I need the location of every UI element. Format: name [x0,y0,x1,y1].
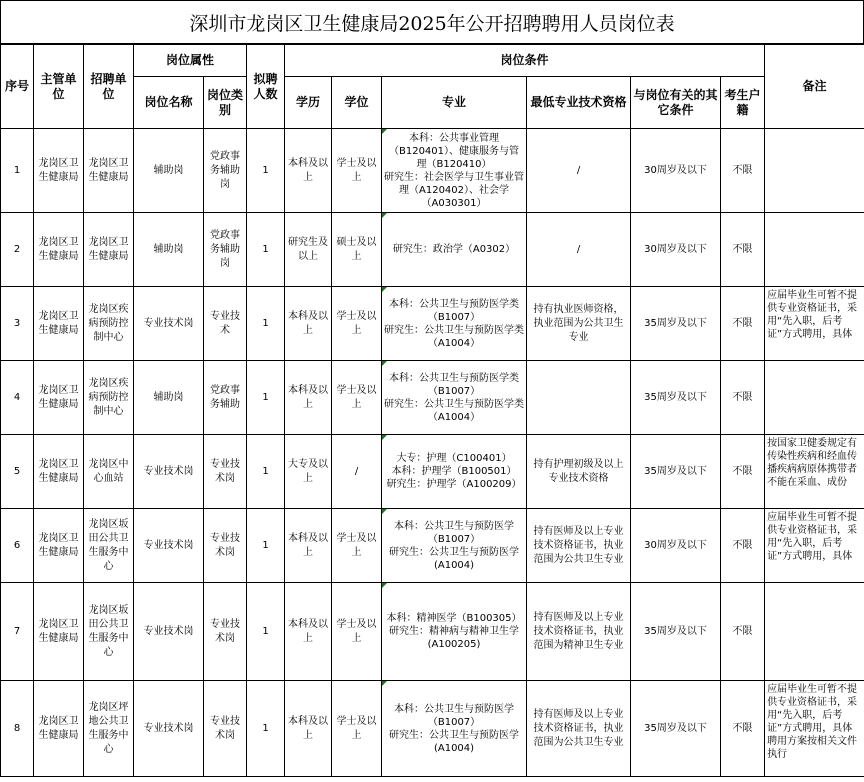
table-row [1,435,864,509]
cell-note [765,129,864,213]
cell-post-type: 专业技术岗 [204,681,247,777]
header-post-name: 岗位名称 [134,77,204,129]
cell-seq: 7 [1,583,34,681]
cell-note: 应届毕业生可暂不提供专业资格证书，采用“先入职，后考证”方式聘用，具体 [765,287,864,361]
job-table [0,44,864,777]
cell-other: 30周岁及以下 [631,129,721,213]
cell-unit: 龙岗区疾病预防控制中心 [84,361,134,435]
header-other: 与岗位有关的其它条件 [631,77,721,129]
cell-edu: 本科及以上 [285,361,332,435]
cell-seq: 2 [1,213,34,287]
cell-seq: 6 [1,509,34,583]
cell-count: 1 [247,129,285,213]
cell-unit: 龙岗区坪地公共卫生服务中心 [84,681,134,777]
cell-seq: 1 [1,129,34,213]
cell-edu: 本科及以上 [285,129,332,213]
cell-dept: 龙岗区卫生健康局 [34,213,84,287]
cell-major: 大专：护理（C100401） 本科：护理学（B100501） 研究生：护理学（A100209） [382,435,527,509]
header-qual: 最低专业技术资格 [527,77,631,129]
cell-qual [527,361,631,435]
cell-other: 35周岁及以下 [631,361,721,435]
cell-hukou: 不限 [721,681,765,777]
cell-post-name: 专业技术岗 [134,681,204,777]
cell-edu: 本科及以上 [285,509,332,583]
header-post-type: 岗位类别 [204,77,247,129]
cell-seq: 5 [1,435,34,509]
cell-count: 1 [247,361,285,435]
header-note: 备注 [765,45,864,129]
cell-other: 35周岁及以下 [631,435,721,509]
cell-degree: 学士及以上 [332,129,382,213]
cell-degree: / [332,435,382,509]
cell-degree: 学士及以上 [332,287,382,361]
header-major: 专业 [382,77,527,129]
header-conditions: 岗位条件 [285,45,765,77]
cell-qual: 持有医师及以上专业技术资格证书，执业范围为公共卫生专业 [527,509,631,583]
table-row [1,509,864,583]
header-seq: 序号 [1,45,34,129]
cell-note [765,583,864,681]
cell-note: 应届毕业生可暂不提供专业资格证书，采用“先入职，后考证”方式聘用，具体聘用方案按相关文件执行 [765,681,864,777]
page-title: 深圳市龙岗区卫生健康局2025年公开招聘聘用人员岗位表 [0,0,864,44]
cell-seq: 3 [1,287,34,361]
cell-qual: / [527,129,631,213]
cell-degree: 硕士及以上 [332,213,382,287]
cell-unit: 龙岗区疾病预防控制中心 [84,287,134,361]
cell-edu: 本科及以上 [285,583,332,681]
cell-unit: 龙岗区中心血站 [84,435,134,509]
cell-degree: 学士及以上 [332,681,382,777]
cell-note [765,361,864,435]
cell-dept: 龙岗区卫生健康局 [34,583,84,681]
cell-major: 本科：公共卫生与预防医学（B1007） 研究生：公共卫生与预防医学(A1004) [382,509,527,583]
cell-dept: 龙岗区卫生健康局 [34,681,84,777]
cell-seq: 4 [1,361,34,435]
table-row [1,129,864,213]
cell-other: 35周岁及以下 [631,287,721,361]
cell-other: 30周岁及以下 [631,509,721,583]
cell-note [765,213,864,287]
cell-post-name: 专业技术岗 [134,509,204,583]
cell-other: 30周岁及以下 [631,213,721,287]
cell-post-name: 专业技术岗 [134,583,204,681]
cell-qual: 持有医师及以上专业技术资格证书，执业范围为公共卫生专业 [527,681,631,777]
cell-post-type: 党政事务辅助岗 [204,129,247,213]
cell-edu: 大专及以上 [285,435,332,509]
cell-count: 1 [247,583,285,681]
cell-note: 按国家卫健委规定有传染性疾病和经血传播疾病病原体携带者不能在采血、成份 [765,435,864,509]
cell-post-type: 专业技术岗 [204,509,247,583]
cell-major: 本科：公共卫生与预防医学类（B1007） 研究生：公共卫生与预防医学类（A1004） [382,361,527,435]
cell-edu: 本科及以上 [285,287,332,361]
cell-seq: 8 [1,681,34,777]
cell-post-type: 党政事务辅助岗 [204,213,247,287]
cell-count: 1 [247,287,285,361]
cell-degree: 学士及以上 [332,509,382,583]
cell-dept: 龙岗区卫生健康局 [34,361,84,435]
cell-major: 本科：公共卫生与预防医学类（B1007） 研究生：公共卫生与预防医学类（A1004） [382,287,527,361]
cell-qual: 持有护理初级及以上 专业技术资格 [527,435,631,509]
header-unit: 招聘单位 [84,45,134,129]
table-row [1,361,864,435]
cell-major: 本科：公共事业管理（B120401）、健康服务与管理（B120410） 研究生：社会医学与卫生事业管理（A120402）、社会学（A030301） [382,129,527,213]
cell-dept: 龙岗区卫生健康局 [34,129,84,213]
cell-other: 35周岁及以下 [631,681,721,777]
cell-hukou: 不限 [721,129,765,213]
cell-post-type: 专业技术岗 [204,435,247,509]
table-row [1,287,864,361]
cell-hukou: 不限 [721,509,765,583]
cell-edu: 研究生及以上 [285,213,332,287]
cell-count: 1 [247,509,285,583]
cell-post-name: 专业技术岗 [134,435,204,509]
cell-qual: 持有医师及以上专业技术资格证书，执业范围为精神卫生专业 [527,583,631,681]
cell-other: 35周岁及以下 [631,583,721,681]
table-row [1,681,864,777]
cell-count: 1 [247,681,285,777]
cell-post-type: 专业技术岗 [204,583,247,681]
header-post-attr: 岗位属性 [134,45,247,77]
cell-unit: 龙岗区卫生健康局 [84,129,134,213]
cell-qual: 持有执业医师资格，执业范围为公共卫生专业 [527,287,631,361]
cell-post-type: 党政事务辅助 [204,361,247,435]
cell-hukou: 不限 [721,361,765,435]
cell-unit: 龙岗区坂田公共卫生服务中心 [84,583,134,681]
cell-post-name: 辅助岗 [134,361,204,435]
cell-major: 本科：公共卫生与预防医学（B1007） 研究生：公共卫生与预防医学(A1004) [382,681,527,777]
cell-hukou: 不限 [721,435,765,509]
cell-note: 应届毕业生可暂不提供专业资格证书，采用“先入职，后考证”方式聘用，具体 [765,509,864,583]
cell-edu: 本科及以上 [285,681,332,777]
cell-post-name: 专业技术岗 [134,287,204,361]
cell-unit: 龙岗区卫生健康局 [84,213,134,287]
cell-degree: 学士及以上 [332,583,382,681]
cell-dept: 龙岗区卫生健康局 [34,435,84,509]
cell-count: 1 [247,435,285,509]
cell-dept: 龙岗区卫生健康局 [34,287,84,361]
header-dept: 主管单位 [34,45,84,129]
cell-unit: 龙岗区坂田公共卫生服务中心 [84,509,134,583]
header-count: 拟聘人数 [247,45,285,129]
cell-count: 1 [247,213,285,287]
cell-dept: 龙岗区卫生健康局 [34,509,84,583]
cell-hukou: 不限 [721,287,765,361]
cell-major: 研究生：政治学（A0302） [382,213,527,287]
table-row [1,213,864,287]
cell-qual: / [527,213,631,287]
cell-hukou: 不限 [721,213,765,287]
header-hukou: 考生户籍 [721,77,765,129]
cell-post-name: 辅助岗 [134,213,204,287]
cell-post-type: 专业技术 [204,287,247,361]
header-degree: 学位 [332,77,382,129]
cell-major: 本科：精神医学（B100305） 研究生：精神病与精神卫生学(A100205) [382,583,527,681]
cell-hukou: 不限 [721,583,765,681]
header-edu: 学历 [285,77,332,129]
cell-degree: 学士及以上 [332,361,382,435]
table-row [1,583,864,681]
cell-post-name: 辅助岗 [134,129,204,213]
